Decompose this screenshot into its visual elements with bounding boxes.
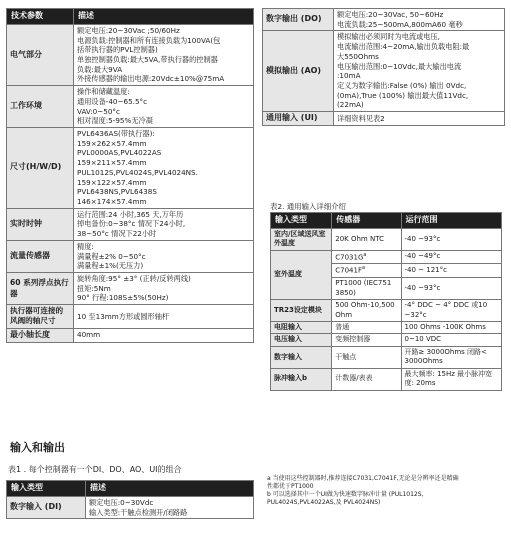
row-sensor: 变频控制器 xyxy=(332,334,401,346)
specs-table-continued xyxy=(262,8,505,126)
row-value-ui xyxy=(334,112,505,126)
value-line: VAV:0~50°c xyxy=(77,106,120,116)
row-label-do: 数字输出 (DO) xyxy=(263,9,334,31)
row-label-ao: 模拟输出 (AO) xyxy=(263,31,334,112)
row-range: -4° DDC ~ 4° DDC 或10 ~32°c xyxy=(401,300,501,322)
table-row xyxy=(271,368,502,390)
table-row xyxy=(263,112,505,126)
value-line: 模拟输出必须同时为电流或电压, xyxy=(337,32,440,42)
value-line: 相对湿度:5-95%无冷凝 xyxy=(77,116,153,126)
sensor-name: C7041F xyxy=(335,266,362,275)
row-label-flow-sensor: 流量传感器 xyxy=(7,240,74,272)
table-row xyxy=(271,321,502,333)
row-value-ao xyxy=(334,31,505,112)
value-line: 电源负载:控制器和所有连接负载为100VA(包 xyxy=(77,35,221,45)
value-line: 掉电备份:0~38°c 情况下24小时, xyxy=(77,219,186,229)
row-type: TR23设定模块 xyxy=(271,300,332,322)
row-sensor: 500 Ohm-10,500 Ohm xyxy=(332,300,401,322)
value-line: :10mA xyxy=(337,71,361,81)
value-line: 旋转角度:95° ±3° (正转/反转两线) xyxy=(77,274,191,284)
section-title: 输入和输出 xyxy=(10,441,65,454)
table-row xyxy=(7,328,254,342)
table2-header-sensor: 传感器 xyxy=(332,213,401,229)
table2-header-range: 运行范围 xyxy=(401,213,501,229)
row-value-environment xyxy=(74,86,254,128)
value-line: 159×211×57.4mm xyxy=(77,158,147,168)
sensor-name: C7031G xyxy=(335,253,364,261)
row-value-min-shaft xyxy=(74,328,254,342)
row-range: 0~10 VDC xyxy=(401,334,501,346)
table-row xyxy=(7,127,254,208)
row-sensor: 计数器/表表 xyxy=(332,368,401,390)
footnote-mark: a xyxy=(362,265,366,272)
row-label-ui: 通用输入 (UI) xyxy=(263,112,334,126)
row-range: 100 Ohms -100K Ohms xyxy=(401,321,501,333)
value-line: 额定电压:0~30Vdc xyxy=(89,497,154,507)
row-value-di xyxy=(86,496,254,518)
value-line: 单独控制器负载:最大5VA,带执行器的控制器 xyxy=(77,54,218,64)
table-row xyxy=(271,300,502,322)
value-line: 运行范围:24 小时,365 天,万年历 xyxy=(77,209,184,219)
table-row xyxy=(7,208,254,240)
table1-header-type: 输入类型 xyxy=(7,481,86,497)
value-line: (22mA) xyxy=(337,100,364,110)
table-row xyxy=(271,228,502,250)
footnote-line: 性都优于PT1000 xyxy=(267,483,314,491)
value-line: 146×174×57.4mm xyxy=(77,197,147,207)
row-sensor: 干触点 xyxy=(332,346,401,368)
value-line: 负载:最大9VA xyxy=(77,64,123,74)
table-row xyxy=(7,273,254,305)
row-type: 电阻输入 xyxy=(271,321,332,333)
row-range: -40 ~49°c xyxy=(401,250,501,264)
table2-header-row xyxy=(271,213,502,229)
table1-caption: 表1 . 每个控制器有一个DI、DO、AO、UI的组合 xyxy=(8,465,182,474)
row-sensor xyxy=(332,250,401,264)
value-line: PUL1012S,PVL4024S,PVL4024NS. xyxy=(77,167,198,177)
table2-header-type: 输入类型 xyxy=(271,213,332,229)
value-line: (0mA),True (100%) 输出最大值11Vdc, xyxy=(337,90,469,100)
table-row xyxy=(271,250,502,264)
row-range: -40 ~ 121°c xyxy=(401,264,501,278)
table1-header-row xyxy=(7,481,254,497)
row-type: 电压输入 xyxy=(271,334,332,346)
row-value-electrical xyxy=(74,24,254,85)
footnote-line: a 当使用这些控制器时,推荐连接C7031,C7041F,无论是分辨率还是精确 xyxy=(267,475,459,482)
footnote-line: b 可以选择其中一个UI做为快速数字脉冲计量 (PUL1012S, xyxy=(267,491,424,499)
value-line: 大550Ohms xyxy=(337,51,379,61)
value-line: 额定电压:20~30Vac, 50~60Hz xyxy=(337,10,444,19)
value-line: 满量程±2% 0~50°c xyxy=(77,251,146,261)
row-value-dimensions xyxy=(74,127,254,208)
table1-header-desc: 描述 xyxy=(86,481,254,497)
value-line: 操作和储藏温度: xyxy=(77,87,130,97)
table-row xyxy=(7,24,254,85)
row-type: 室内/区域送风室外温度 xyxy=(271,228,332,250)
row-label-clock: 实时时钟 xyxy=(7,208,74,240)
value-line: 电流输出范围:4~20mA,输出负载电阻:最 xyxy=(337,42,470,52)
row-range: 最大频率: 15Hz 最小脉冲宽度: 20ms xyxy=(401,368,501,390)
table2-caption: 表2. 通用输入详细介绍 xyxy=(270,202,346,211)
row-value-clock xyxy=(74,208,254,240)
table-row xyxy=(263,31,505,112)
table-row xyxy=(271,334,502,346)
row-label-min-shaft: 最小轴长度 xyxy=(7,328,74,342)
row-value-damper-shaft xyxy=(74,305,254,329)
specs-header-desc: 描述 xyxy=(74,9,254,25)
value-line: 扭矩:5Nm xyxy=(77,283,111,293)
value-line: 40mm xyxy=(77,330,101,340)
value-line: PVL0000AS,PVL4022AS xyxy=(77,148,162,158)
table2-footnotes xyxy=(267,475,507,507)
table-row xyxy=(7,86,254,128)
row-label-damper-shaft: 执行器可连接的风阀的轴尺寸 xyxy=(7,305,74,329)
table-row xyxy=(7,240,254,272)
row-value-actuator xyxy=(74,273,254,305)
row-range: 开路≥ 3000Ohms 闭路< 3000Ohms xyxy=(401,346,501,368)
value-line: 159×122×57.4mm xyxy=(77,177,147,187)
row-type: 脉冲输入b xyxy=(271,368,332,390)
value-line: 精度: xyxy=(77,241,94,251)
table2 xyxy=(270,212,502,391)
row-type: 数字输入 xyxy=(271,346,332,368)
row-sensor: PT1000 (IEC751 3850) xyxy=(332,278,401,300)
row-value-flow-sensor xyxy=(74,240,254,272)
row-value-do xyxy=(334,9,505,31)
value-line: 90° 行程:108S±5%(50Hz) xyxy=(77,293,169,303)
value-line: 详细资料见表2 xyxy=(337,113,385,123)
row-label-di: 数字输入 (DI) xyxy=(7,496,86,518)
row-label-actuator: 60 系列浮点执行器 xyxy=(7,273,74,305)
value-line: 定义为数字输出:False (0%) 输出 0Vdc, xyxy=(337,81,467,91)
value-line: 38~50°c 情况下22小时 xyxy=(77,229,157,239)
row-sensor xyxy=(332,264,401,278)
table-row xyxy=(7,496,254,518)
row-range: -40 ~93°c xyxy=(401,228,501,250)
value-line: 额定电压:20~30Vac ;50/60Hz xyxy=(77,25,180,35)
value-line: 通用设备-40~65.5°c xyxy=(77,96,148,106)
value-line: 满量程±1%(无压力) xyxy=(77,261,144,271)
value-line: 输入类型:干触点检测开/闭路路 xyxy=(89,507,188,517)
footnote-line: PUL4024S,PVL4022AS,及 PVL4024NS) xyxy=(267,499,381,507)
table-row xyxy=(271,346,502,368)
row-type: 室外温度 xyxy=(271,250,332,299)
value-line: 电流负载:25~500mA,800mA60 毫秒 xyxy=(337,19,463,29)
value-line: 电压输出范围:0~10Vdc,最大输出电流 xyxy=(337,61,462,71)
row-sensor: 20K Ohm NTC xyxy=(332,228,401,250)
table-row xyxy=(7,305,254,329)
row-label-electrical: 电气部分 xyxy=(7,24,74,85)
table-row xyxy=(263,9,505,31)
value-line: 外接传感器的输出电源:20Vdc±10%@75mA xyxy=(77,74,225,84)
row-sensor: 普通 xyxy=(332,321,401,333)
value-line: PVL6436AS(带执行器): xyxy=(77,128,155,138)
specs-header-param: 技术参数 xyxy=(7,9,74,25)
row-label-environment: 工作环境 xyxy=(7,86,74,128)
value-line: 括带执行器的PVL控制器) xyxy=(77,45,158,55)
row-label-dimensions: 尺寸(H/W/D) xyxy=(7,127,74,208)
specs-header-row xyxy=(7,9,254,25)
specs-table xyxy=(6,8,254,343)
value-line: 159×262×57.4mm xyxy=(77,138,147,148)
row-range: -40 ~93°c xyxy=(401,278,501,300)
value-line: 10 至13mm方形或圆形轴杆 xyxy=(77,311,170,321)
value-line: PVL6438NS,PVL6438S xyxy=(77,187,157,197)
table1 xyxy=(6,480,254,519)
footnote-mark: a xyxy=(363,251,367,258)
